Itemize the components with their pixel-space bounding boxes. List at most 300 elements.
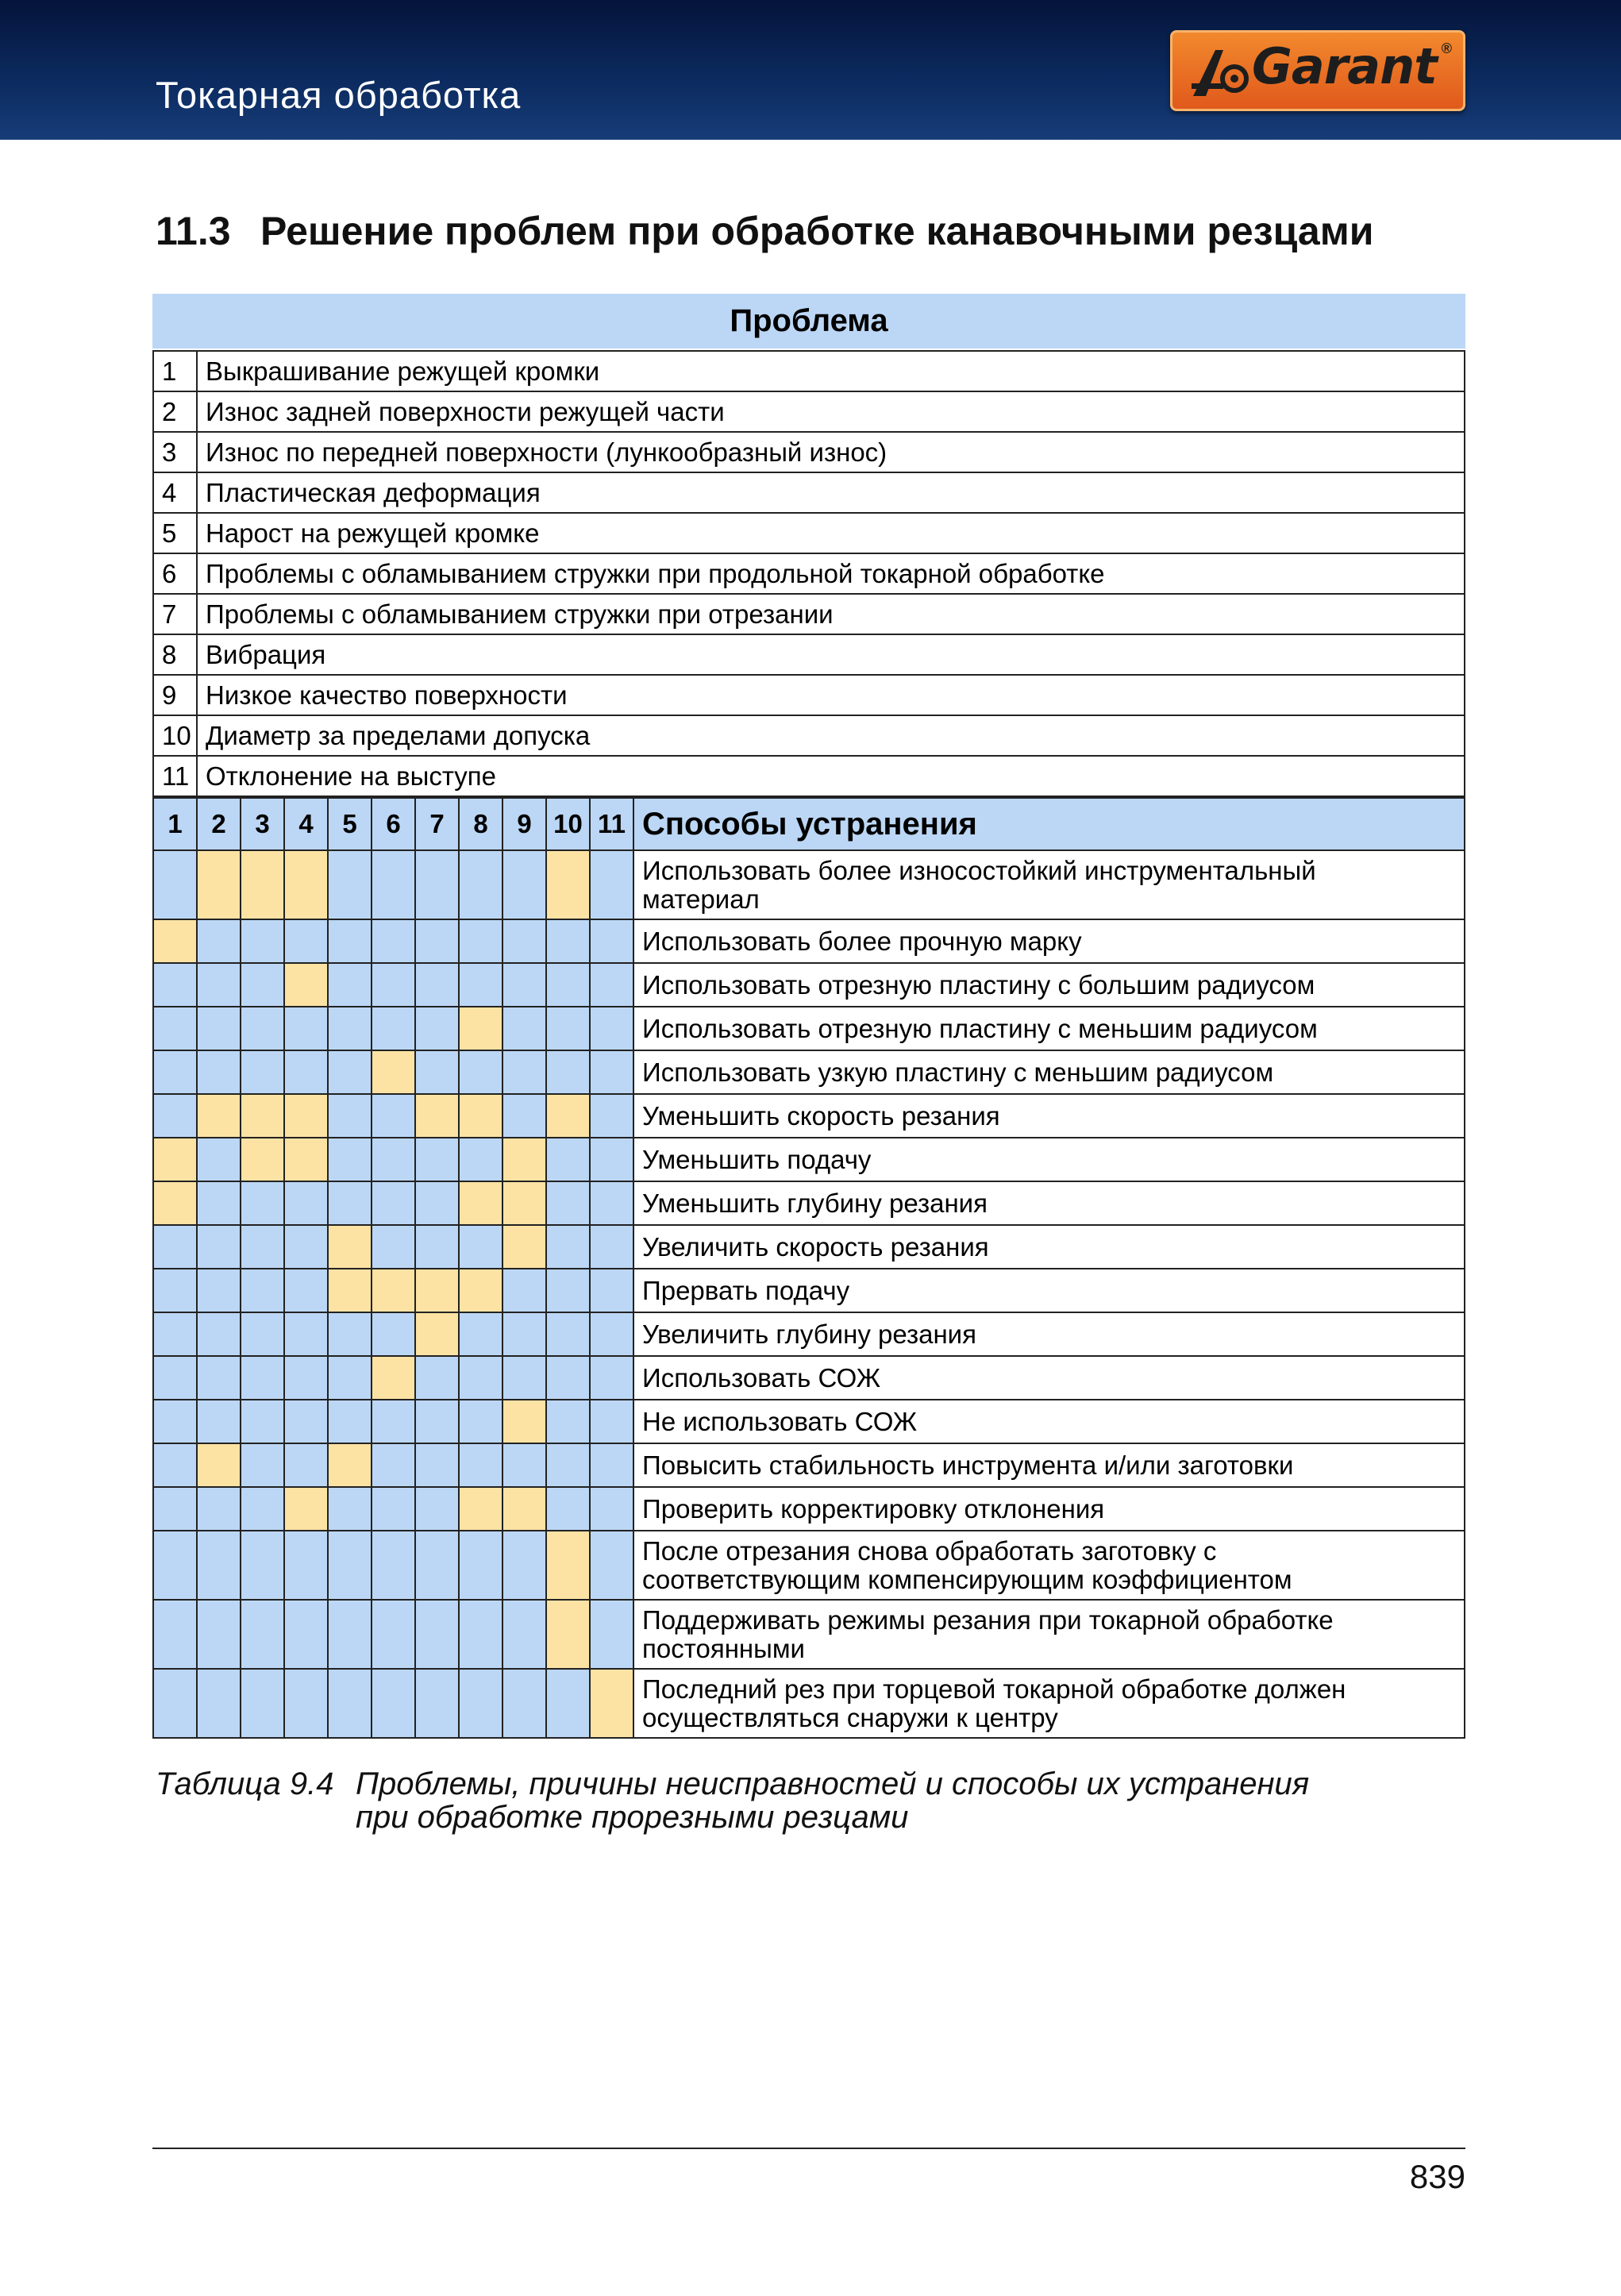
matrix-cell-marked (372, 1050, 415, 1094)
matrix-cell (372, 1138, 415, 1181)
problem-number: 6 (153, 553, 197, 594)
solution-text (633, 1312, 1465, 1356)
matrix-cell-marked (284, 1094, 328, 1138)
matrix-cell-marked (546, 1600, 590, 1669)
matrix-cell (328, 1094, 372, 1138)
problem-number: 5 (153, 513, 197, 553)
solution-line-1: Повысить стабильность инструмента и/или заготовки (642, 1450, 1294, 1480)
matrix-cell (415, 1225, 459, 1269)
matrix-cell (590, 1443, 633, 1487)
matrix-cell (197, 1138, 241, 1181)
problem-number: 8 (153, 634, 197, 675)
matrix-cell (241, 1600, 284, 1669)
solution-text (633, 1669, 1465, 1738)
solution-line-2: материал (642, 884, 760, 914)
matrix-cell (197, 1487, 241, 1531)
garant-logo (1170, 30, 1465, 111)
matrix-cell (284, 1600, 328, 1669)
column-header: 2 (197, 798, 241, 850)
logo-registered-mark: ® (1441, 40, 1452, 56)
matrix-cell (284, 1312, 328, 1356)
matrix-cell (328, 1669, 372, 1738)
column-header: 3 (241, 798, 284, 850)
solution-text (633, 1487, 1465, 1531)
matrix-cell (241, 1487, 284, 1531)
matrix-cell (197, 963, 241, 1007)
matrix-cell (459, 1600, 502, 1669)
table-caption (156, 1767, 1507, 1834)
solution-line-1: Проверить корректировку отклонения (642, 1493, 1105, 1524)
matrix-cell (546, 919, 590, 963)
solution-text (633, 1600, 1465, 1669)
matrix-cell (459, 1225, 502, 1269)
solution-line-1: Поддерживать режимы резания при токарной обработке (642, 1605, 1334, 1635)
problem-text: Вибрация (197, 634, 1465, 675)
solution-text (633, 1225, 1465, 1269)
caption-line-1: Проблемы, причины неисправностей и способы их устранения (356, 1766, 1310, 1801)
matrix-cell-marked (502, 1487, 546, 1531)
problem-text: Износ задней поверхности режущей части (197, 391, 1465, 432)
matrix-cell (284, 1669, 328, 1738)
section-title (156, 208, 1373, 254)
matrix-cell (459, 1443, 502, 1487)
matrix-cell (502, 850, 546, 919)
matrix-cell (241, 963, 284, 1007)
column-header: 4 (284, 798, 328, 850)
matrix-cell-marked (241, 1138, 284, 1181)
matrix-cell (328, 1356, 372, 1400)
matrix-cell (502, 1600, 546, 1669)
solution-line-1: Прервать подачу (642, 1275, 850, 1305)
solutions-matrix (152, 797, 1465, 1739)
solution-text (633, 1094, 1465, 1138)
matrix-cell-marked (197, 1443, 241, 1487)
matrix-cell-marked (459, 1269, 502, 1312)
matrix-cell (328, 850, 372, 919)
matrix-cell (415, 1487, 459, 1531)
solution-line-1: Использовать более прочную марку (642, 926, 1082, 956)
matrix-cell (459, 1050, 502, 1094)
matrix-cell (197, 1312, 241, 1356)
problem-number: 3 (153, 432, 197, 472)
problem-text: Проблемы с обламыванием стружки при продольной токарной обработке (197, 553, 1465, 594)
matrix-cell (153, 1094, 197, 1138)
matrix-cell (328, 1531, 372, 1600)
matrix-cell-marked (284, 1487, 328, 1531)
matrix-cell-marked (459, 1007, 502, 1050)
matrix-cell (546, 1050, 590, 1094)
matrix-cell (372, 1094, 415, 1138)
matrix-cell (459, 850, 502, 919)
matrix-cell (372, 1312, 415, 1356)
matrix-cell (590, 1094, 633, 1138)
matrix-cell-marked (241, 850, 284, 919)
matrix-cell (153, 1531, 197, 1600)
problem-row (153, 432, 1465, 472)
solution-row (153, 1531, 1465, 1600)
matrix-cell (153, 1443, 197, 1487)
problem-row (153, 756, 1465, 796)
matrix-cell (502, 1050, 546, 1094)
matrix-cell (153, 1225, 197, 1269)
matrix-cell-marked (197, 1094, 241, 1138)
matrix-cell (459, 1138, 502, 1181)
matrix-cell-marked (502, 1138, 546, 1181)
matrix-cell (590, 1400, 633, 1443)
matrix-cell (590, 850, 633, 919)
solution-row (153, 1487, 1465, 1531)
problem-row (153, 553, 1465, 594)
problem-number: 4 (153, 472, 197, 513)
caption-label: Таблица 9.4 (156, 1766, 334, 1801)
column-header: 7 (415, 798, 459, 850)
matrix-cell (415, 1400, 459, 1443)
solution-row (153, 1181, 1465, 1225)
solution-text (633, 1138, 1465, 1181)
matrix-cell (546, 1312, 590, 1356)
problem-row (153, 472, 1465, 513)
solution-row (153, 919, 1465, 963)
problem-text: Проблемы с обламыванием стружки при отрезании (197, 594, 1465, 634)
matrix-cell-marked (415, 1094, 459, 1138)
problem-number: 7 (153, 594, 197, 634)
matrix-cell (197, 1050, 241, 1094)
matrix-cell (153, 1600, 197, 1669)
solution-row (153, 1669, 1465, 1738)
solution-line-1: Уменьшить подачу (642, 1144, 872, 1174)
solution-line-2: соответствующим компенсирующим коэффициентом (642, 1564, 1292, 1594)
matrix-cell (372, 1531, 415, 1600)
matrix-cell-marked (459, 1487, 502, 1531)
matrix-cell (284, 1050, 328, 1094)
matrix-cell-marked (153, 919, 197, 963)
solution-text (633, 1050, 1465, 1094)
matrix-cell (153, 1007, 197, 1050)
matrix-cell (328, 919, 372, 963)
matrix-cell (415, 1050, 459, 1094)
matrix-cell (372, 1225, 415, 1269)
solution-text (633, 1356, 1465, 1400)
problem-row (153, 594, 1465, 634)
matrix-cell (459, 963, 502, 1007)
solution-text (633, 1443, 1465, 1487)
solution-row (153, 1138, 1465, 1181)
matrix-cell (415, 1007, 459, 1050)
solution-row (153, 850, 1465, 919)
matrix-cell (459, 1400, 502, 1443)
column-header: 11 (590, 798, 633, 850)
matrix-cell (284, 919, 328, 963)
solution-line-1: Увеличить глубину резания (642, 1319, 976, 1349)
matrix-cell (153, 1269, 197, 1312)
matrix-cell (546, 1138, 590, 1181)
matrix-cell (241, 1181, 284, 1225)
matrix-cell (502, 1443, 546, 1487)
solution-text (633, 963, 1465, 1007)
matrix-cell-marked (502, 1181, 546, 1225)
matrix-cell (197, 1225, 241, 1269)
matrix-cell (415, 850, 459, 919)
solution-line-2: постоянными (642, 1633, 805, 1663)
footer-rule (152, 2148, 1465, 2149)
matrix-cell (590, 963, 633, 1007)
matrix-cell (241, 1443, 284, 1487)
matrix-cell (415, 1356, 459, 1400)
problem-row (153, 634, 1465, 675)
matrix-header-row (153, 798, 1465, 850)
matrix-cell-marked (328, 1443, 372, 1487)
matrix-cell (415, 1181, 459, 1225)
matrix-cell (197, 1600, 241, 1669)
matrix-cell (153, 1400, 197, 1443)
troubleshooting-table (152, 294, 1465, 1739)
problem-text: Отклонение на выступе (197, 756, 1465, 796)
matrix-cell (546, 1356, 590, 1400)
matrix-cell-marked (415, 1312, 459, 1356)
solution-line-1: Не использовать СОЖ (642, 1406, 918, 1436)
matrix-cell (241, 1400, 284, 1443)
matrix-cell (372, 963, 415, 1007)
matrix-cell (415, 1669, 459, 1738)
solution-text (633, 1531, 1465, 1600)
matrix-cell (459, 1531, 502, 1600)
solution-text (633, 1269, 1465, 1312)
solution-text (633, 1181, 1465, 1225)
page-number: 839 (1409, 2158, 1465, 2195)
problem-header: Проблема (152, 294, 1465, 350)
matrix-cell (590, 1138, 633, 1181)
matrix-cell (546, 1181, 590, 1225)
matrix-cell (415, 963, 459, 1007)
solution-row (153, 1007, 1465, 1050)
solution-row (153, 1050, 1465, 1094)
matrix-cell (284, 1531, 328, 1600)
matrix-cell-marked (372, 1356, 415, 1400)
column-header: 8 (459, 798, 502, 850)
matrix-cell-marked (284, 963, 328, 1007)
matrix-cell (328, 1487, 372, 1531)
matrix-cell (241, 1531, 284, 1600)
matrix-cell (372, 1669, 415, 1738)
matrix-cell (372, 1487, 415, 1531)
solution-row (153, 1225, 1465, 1269)
matrix-cell (284, 1007, 328, 1050)
matrix-cell (197, 919, 241, 963)
matrix-cell (546, 1669, 590, 1738)
matrix-cell (241, 1312, 284, 1356)
matrix-cell (284, 1400, 328, 1443)
solution-line-1: Использовать отрезную пластину с меньшим радиусом (642, 1013, 1318, 1043)
matrix-cell (502, 1269, 546, 1312)
column-header: 9 (502, 798, 546, 850)
problem-text: Пластическая деформация (197, 472, 1465, 513)
matrix-cell-marked (284, 1138, 328, 1181)
matrix-cell (197, 1531, 241, 1600)
solution-row (153, 1356, 1465, 1400)
matrix-cell (502, 919, 546, 963)
logo-text: Garant (1252, 37, 1437, 95)
matrix-cell (372, 1181, 415, 1225)
solution-line-1: Использовать отрезную пластину с большим радиусом (642, 969, 1315, 1000)
solution-text (633, 1007, 1465, 1050)
matrix-cell-marked (328, 1225, 372, 1269)
problem-number: 1 (153, 351, 197, 391)
matrix-cell (590, 1225, 633, 1269)
matrix-cell-marked (546, 1531, 590, 1600)
matrix-cell-marked (153, 1138, 197, 1181)
matrix-cell-marked (546, 850, 590, 919)
matrix-cell (241, 1269, 284, 1312)
matrix-cell (502, 963, 546, 1007)
solution-row (153, 1443, 1465, 1487)
matrix-cell-marked (241, 1094, 284, 1138)
matrix-cell (328, 1007, 372, 1050)
problem-row (153, 391, 1465, 432)
solution-line-1: После отрезания снова обработать заготовку с (642, 1535, 1217, 1566)
matrix-cell (502, 1669, 546, 1738)
matrix-cell (590, 1531, 633, 1600)
matrix-cell (328, 963, 372, 1007)
column-header: 10 (546, 798, 590, 850)
matrix-cell (372, 1007, 415, 1050)
matrix-cell (459, 1669, 502, 1738)
matrix-cell (372, 850, 415, 919)
matrix-cell-marked (328, 1269, 372, 1312)
column-header: 5 (328, 798, 372, 850)
problem-row (153, 513, 1465, 553)
matrix-cell (241, 1225, 284, 1269)
matrix-cell (546, 1487, 590, 1531)
matrix-cell (328, 1138, 372, 1181)
problem-text: Износ по передней поверхности (лункообразный износ) (197, 432, 1465, 472)
matrix-cell (197, 1269, 241, 1312)
solution-line-2: осуществляться снаружи к центру (642, 1702, 1058, 1732)
solution-row (153, 963, 1465, 1007)
garant-logo-icon (1188, 44, 1252, 99)
column-header: 6 (372, 798, 415, 850)
matrix-cell (546, 1400, 590, 1443)
matrix-cell (153, 1312, 197, 1356)
problem-number: 11 (153, 756, 197, 796)
matrix-cell (372, 1600, 415, 1669)
matrix-cell (415, 1531, 459, 1600)
matrix-cell-marked (459, 1094, 502, 1138)
problems-table (152, 350, 1465, 797)
matrix-cell (197, 1007, 241, 1050)
matrix-cell (590, 1007, 633, 1050)
matrix-cell (502, 1356, 546, 1400)
problem-text: Низкое качество поверхности (197, 675, 1465, 715)
matrix-cell (328, 1050, 372, 1094)
matrix-cell (415, 1600, 459, 1669)
matrix-cell (241, 1356, 284, 1400)
matrix-cell (459, 1312, 502, 1356)
solution-line-1: Уменьшить глубину резания (642, 1188, 988, 1218)
matrix-cell (197, 1356, 241, 1400)
matrix-cell (153, 963, 197, 1007)
matrix-cell (197, 1669, 241, 1738)
problem-row (153, 351, 1465, 391)
solution-line-1: Использовать СОЖ (642, 1362, 881, 1393)
matrix-cell-marked (153, 1181, 197, 1225)
matrix-cell (590, 1487, 633, 1531)
matrix-cell (328, 1312, 372, 1356)
solution-row (153, 1312, 1465, 1356)
matrix-cell (241, 919, 284, 963)
problem-row (153, 675, 1465, 715)
problem-text: Нарост на режущей кромке (197, 513, 1465, 553)
matrix-cell-marked (502, 1225, 546, 1269)
problem-number: 2 (153, 391, 197, 432)
matrix-cell (415, 1443, 459, 1487)
matrix-cell (241, 1007, 284, 1050)
problem-number: 9 (153, 675, 197, 715)
solution-line-1: Использовать более износостойкий инструментальный (642, 855, 1316, 885)
solutions-header: Способы устранения (633, 798, 1465, 850)
matrix-cell (153, 1487, 197, 1531)
matrix-cell (153, 1669, 197, 1738)
matrix-cell-marked (459, 1181, 502, 1225)
matrix-cell (502, 1312, 546, 1356)
matrix-cell (328, 1400, 372, 1443)
matrix-cell (197, 1400, 241, 1443)
matrix-cell (284, 1225, 328, 1269)
matrix-cell (284, 1181, 328, 1225)
solution-row (153, 1269, 1465, 1312)
solution-row (153, 1600, 1465, 1669)
problem-text: Выкрашивание режущей кромки (197, 351, 1465, 391)
matrix-cell (284, 1356, 328, 1400)
matrix-cell (546, 1269, 590, 1312)
matrix-cell (546, 963, 590, 1007)
problem-row (153, 715, 1465, 756)
matrix-cell (372, 919, 415, 963)
header-title: Токарная обработка (156, 74, 522, 116)
matrix-cell (590, 1312, 633, 1356)
matrix-cell-marked (502, 1400, 546, 1443)
matrix-cell (372, 1400, 415, 1443)
matrix-cell (241, 1050, 284, 1094)
matrix-cell-marked (197, 850, 241, 919)
problem-text: Диаметр за пределами допуска (197, 715, 1465, 756)
column-header: 1 (153, 798, 197, 850)
matrix-cell-marked (590, 1669, 633, 1738)
matrix-cell (459, 1356, 502, 1400)
matrix-cell (153, 1356, 197, 1400)
matrix-cell (546, 1007, 590, 1050)
solution-row (153, 1094, 1465, 1138)
matrix-cell (328, 1600, 372, 1669)
solution-line-1: Последний рез при торцевой токарной обработке должен (642, 1674, 1346, 1704)
section-number: 11.3 (156, 209, 231, 253)
matrix-cell (590, 1181, 633, 1225)
matrix-cell (372, 1443, 415, 1487)
solution-text (633, 1400, 1465, 1443)
solution-row (153, 1400, 1465, 1443)
solution-line-1: Увеличить скорость резания (642, 1231, 989, 1262)
matrix-cell-marked (546, 1094, 590, 1138)
matrix-cell (546, 1443, 590, 1487)
solution-text (633, 850, 1465, 919)
header-band (0, 0, 1621, 140)
matrix-cell (590, 1269, 633, 1312)
problem-number: 10 (153, 715, 197, 756)
matrix-cell (459, 919, 502, 963)
matrix-cell (590, 1050, 633, 1094)
matrix-cell (241, 1669, 284, 1738)
matrix-cell (197, 1181, 241, 1225)
section-title-text: Решение проблем при обработке канавочными резцами (260, 209, 1374, 253)
